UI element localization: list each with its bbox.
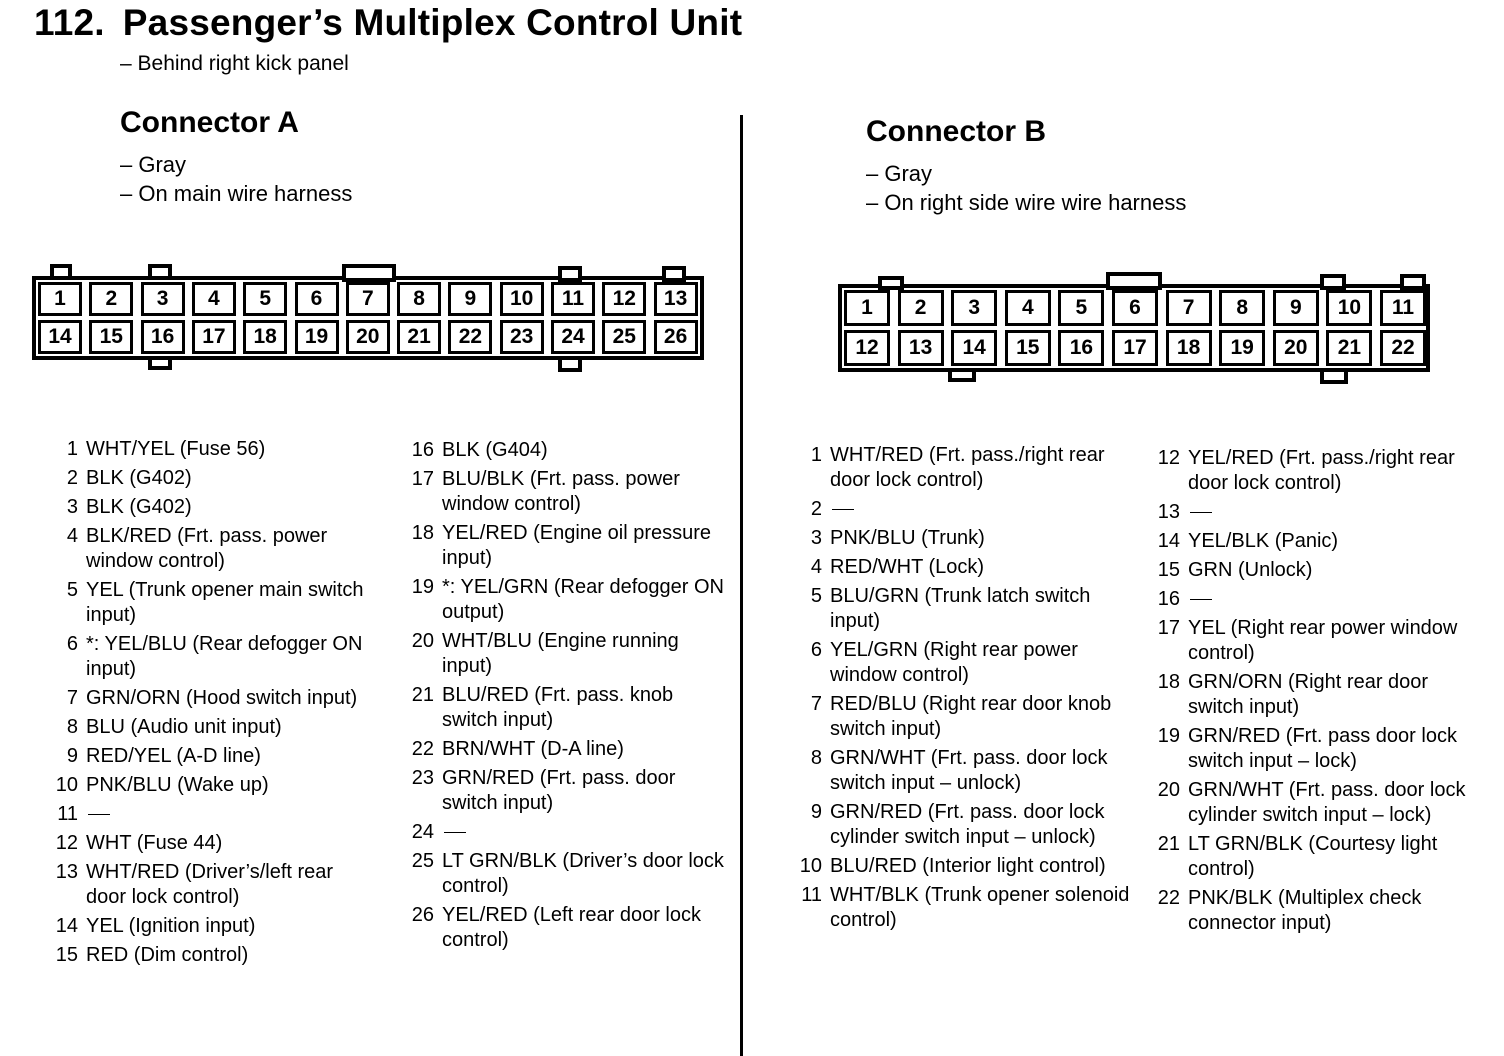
pin-entry xyxy=(792,555,1132,580)
connector-a-heading: Connector A xyxy=(120,106,299,139)
pin-number: 9 xyxy=(66,745,78,767)
pin-entry xyxy=(1150,558,1470,583)
connector-b-pin: 18 xyxy=(1166,330,1212,366)
pin-number: 4 xyxy=(810,556,822,578)
pin-entry xyxy=(1150,778,1470,828)
connector-b-pin: 12 xyxy=(844,330,890,366)
pin-number: 23 xyxy=(411,767,434,789)
pin-entry xyxy=(404,903,734,953)
pin-description: WHT/BLU (Engine running input) xyxy=(442,630,679,677)
connector-a-pin: 13 xyxy=(654,282,698,316)
connector-b-pin: 17 xyxy=(1112,330,1158,366)
pin-number: 22 xyxy=(1157,887,1180,909)
pin-entry xyxy=(404,467,734,517)
pin-description: *: YEL/BLU (Rear defogger ON input) xyxy=(86,633,363,680)
connector-a-color: – Gray xyxy=(120,152,187,177)
pin-entry xyxy=(792,883,1132,933)
connector-a-pin: 1 xyxy=(38,282,82,316)
pin-entry xyxy=(48,914,378,939)
pin-number: 25 xyxy=(411,850,434,872)
pin-entry xyxy=(1150,500,1470,525)
pin-description: BLU (Audio unit input) xyxy=(86,716,282,738)
connector-b-harness: – On right side wire wire harness xyxy=(866,190,1187,215)
connector-b-key-bottom xyxy=(1320,368,1348,384)
pin-description: GRN/ORN (Right rear door switch input) xyxy=(1188,671,1429,718)
pin-number: 10 xyxy=(55,774,78,796)
pin-number: 18 xyxy=(411,522,434,544)
connector-b-key-top-left xyxy=(878,276,904,290)
pin-description: YEL (Trunk opener main switch input) xyxy=(86,579,364,626)
connector-b-pin: 8 xyxy=(1219,290,1265,326)
pin-entry xyxy=(792,638,1132,688)
pin-entry xyxy=(48,632,378,682)
unused-pin-dash xyxy=(1190,512,1212,513)
pin-entry xyxy=(792,443,1132,493)
pin-number: 6 xyxy=(810,639,822,661)
connector-a-pin: 11 xyxy=(551,282,595,316)
pin-description: YEL/GRN (Right rear power window control) xyxy=(830,639,1078,686)
connector-b-pin: 13 xyxy=(898,330,944,366)
pin-description: YEL/RED (Engine oil pressure input) xyxy=(442,522,712,569)
connector-b-pin: 6 xyxy=(1112,290,1158,326)
connector-a-pin: 16 xyxy=(141,320,185,354)
connector-b-pin: 16 xyxy=(1058,330,1104,366)
pin-description: WHT/BLK (Trunk opener solenoid control) xyxy=(830,884,1130,931)
pin-description: WHT/RED (Driver’s/left rear door lock control) xyxy=(86,861,334,908)
pin-entry xyxy=(48,773,378,798)
unused-pin-dash xyxy=(88,814,110,815)
pin-description: YEL/RED (Frt. pass./right rear door lock control) xyxy=(1188,447,1455,494)
pin-description: BLU/RED (Frt. pass. knob switch input) xyxy=(442,684,674,731)
connector-a-pin: 6 xyxy=(295,282,339,316)
pin-description: BLU/BLK (Frt. pass. power window control) xyxy=(442,468,680,515)
connector-a-pin: 12 xyxy=(602,282,646,316)
unused-pin-dash xyxy=(832,509,854,510)
pin-entry xyxy=(48,578,378,628)
pin-entry xyxy=(48,466,378,491)
connector-b-pin: 9 xyxy=(1273,290,1319,326)
pin-number: 21 xyxy=(1157,833,1180,855)
connector-b-pin: 14 xyxy=(951,330,997,366)
pin-description: YEL/BLK (Panic) xyxy=(1188,530,1339,552)
connector-a-pin: 24 xyxy=(551,320,595,354)
connector-a-pin: 23 xyxy=(500,320,544,354)
pin-entry xyxy=(792,692,1132,742)
pin-description: BLK/RED (Frt. pass. power window control) xyxy=(86,525,328,572)
pin-entry xyxy=(404,438,734,463)
pin-entry xyxy=(404,575,734,625)
pin-description: YEL/RED (Left rear door lock control) xyxy=(442,904,701,951)
pin-number: 8 xyxy=(810,747,822,769)
pin-number: 15 xyxy=(55,944,78,966)
pin-number: 1 xyxy=(810,444,822,466)
pin-entry xyxy=(792,854,1132,879)
connector-b-key-top xyxy=(1320,274,1346,290)
pin-number: 7 xyxy=(810,693,822,715)
connector-b-pin: 1 xyxy=(844,290,890,326)
pin-number: 16 xyxy=(1157,588,1180,610)
pin-number: 13 xyxy=(55,861,78,883)
pin-description: RED (Dim control) xyxy=(86,944,249,966)
connector-a-pin: 2 xyxy=(89,282,133,316)
pin-entry xyxy=(404,683,734,733)
pin-entry xyxy=(48,802,378,827)
pin-entry xyxy=(1150,446,1470,496)
pin-number: 11 xyxy=(801,884,822,906)
connector-b-pin: 5 xyxy=(1058,290,1104,326)
connector-b-pin: 22 xyxy=(1380,330,1426,366)
pin-entry xyxy=(404,521,734,571)
pin-entry xyxy=(404,629,734,679)
connector-b-pin: 20 xyxy=(1273,330,1319,366)
connector-a-pin: 25 xyxy=(602,320,646,354)
connector-a-pin-list-1 xyxy=(48,437,378,972)
pin-number: 26 xyxy=(411,904,434,926)
connector-a-key-top xyxy=(558,266,582,282)
pin-number: 7 xyxy=(66,687,78,709)
unit-location: – Behind right kick panel xyxy=(120,52,349,75)
pin-description: GRN/RED (Frt. pass. door lock cylinder switch input – unlock) xyxy=(830,801,1105,848)
pin-number: 12 xyxy=(1157,447,1180,469)
connector-b-latch xyxy=(1106,272,1162,290)
pin-number: 2 xyxy=(66,467,78,489)
pin-description: WHT/YEL (Fuse 56) xyxy=(86,438,266,460)
pin-number: 24 xyxy=(411,821,434,843)
connector-a-pin: 18 xyxy=(243,320,287,354)
connector-a-pin: 15 xyxy=(89,320,133,354)
pin-description: GRN/WHT (Frt. pass. door lock switch input – unlock) xyxy=(830,747,1108,794)
connector-b-pin: 21 xyxy=(1326,330,1372,366)
connector-b-pin: 2 xyxy=(898,290,944,326)
connector-b-pin: 11 xyxy=(1380,290,1426,326)
pin-description: LT GRN/BLK (Driver’s door lock control) xyxy=(442,850,724,897)
unused-pin-dash xyxy=(1190,599,1212,600)
section-number: 112. xyxy=(34,2,105,43)
pin-number: 20 xyxy=(1157,779,1180,801)
connector-b-pin: 7 xyxy=(1166,290,1212,326)
pin-description: PNK/BLU (Trunk) xyxy=(830,527,985,549)
pin-entry xyxy=(792,800,1132,850)
connector-a-key-bottom xyxy=(148,356,172,370)
connector-b-key-top-right xyxy=(1400,274,1426,290)
pin-number: 10 xyxy=(799,855,822,877)
page-title xyxy=(34,2,742,44)
pin-entry xyxy=(1150,724,1470,774)
pin-description: PNK/BLU (Wake up) xyxy=(86,774,269,796)
connector-a-pin: 26 xyxy=(654,320,698,354)
unused-pin-dash xyxy=(444,832,466,833)
connector-a-pin: 20 xyxy=(346,320,390,354)
pin-number: 4 xyxy=(66,525,78,547)
pin-number: 1 xyxy=(66,438,78,460)
connector-b-color: – Gray xyxy=(866,161,933,186)
pin-entry xyxy=(48,437,378,462)
pin-description: GRN/RED (Frt. pass. door switch input) xyxy=(442,767,676,814)
pin-entry xyxy=(48,943,378,968)
pin-description: WHT (Fuse 44) xyxy=(86,832,223,854)
pin-description: WHT/RED (Frt. pass./right rear door lock control) xyxy=(830,444,1105,491)
connector-b-pin: 4 xyxy=(1005,290,1051,326)
pin-number: 9 xyxy=(810,801,822,823)
connector-a-pin-list-2 xyxy=(404,438,734,957)
pin-description: RED/WHT (Lock) xyxy=(830,556,985,578)
pin-number: 8 xyxy=(66,716,78,738)
pin-number: 11 xyxy=(57,803,78,825)
pin-number: 3 xyxy=(810,527,822,549)
connector-b-pin-list-2 xyxy=(1150,446,1470,940)
pin-number: 19 xyxy=(1157,725,1180,747)
connector-a-key-top-left xyxy=(50,264,72,280)
pin-number: 13 xyxy=(1157,501,1180,523)
connector-a-pin: 19 xyxy=(295,320,339,354)
pin-entry xyxy=(404,766,734,816)
pin-number: 18 xyxy=(1157,671,1180,693)
pin-entry xyxy=(404,849,734,899)
pin-entry xyxy=(1150,670,1470,720)
pin-description: LT GRN/BLK (Courtesy light control) xyxy=(1188,833,1438,880)
pin-description: BLU/RED (Interior light control) xyxy=(830,855,1106,877)
pin-entry xyxy=(792,497,1132,522)
section-title: Passenger’s Multiplex Control Unit xyxy=(122,2,743,43)
pin-number: 17 xyxy=(1157,617,1180,639)
pin-number: 14 xyxy=(55,915,78,937)
pin-description: PNK/BLK (Multiplex check connector input) xyxy=(1188,887,1422,934)
pin-number: 6 xyxy=(66,633,78,655)
pin-number: 2 xyxy=(810,498,822,520)
pin-description: GRN/ORN (Hood switch input) xyxy=(86,687,358,709)
connector-a-key-top-right xyxy=(662,266,686,282)
connector-a-pin: 17 xyxy=(192,320,236,354)
pin-description: GRN/WHT (Frt. pass. door lock cylinder switch input – lock) xyxy=(1188,779,1466,826)
pin-entry xyxy=(1150,587,1470,612)
pin-description: RED/BLU (Right rear door knob switch input) xyxy=(830,693,1112,740)
pin-entry xyxy=(1150,886,1470,936)
pin-number: 19 xyxy=(411,576,434,598)
pin-description: *: YEL/GRN (Rear defogger ON output) xyxy=(442,576,724,623)
connector-a-pin: 5 xyxy=(243,282,287,316)
connector-a-pin: 21 xyxy=(397,320,441,354)
pin-number: 17 xyxy=(411,468,434,490)
pin-description: GRN (Unlock) xyxy=(1188,559,1313,581)
connector-b-pin-list-1 xyxy=(792,443,1132,937)
pin-number: 5 xyxy=(66,579,78,601)
pin-number: 22 xyxy=(411,738,434,760)
pin-number: 12 xyxy=(55,832,78,854)
column-divider xyxy=(740,115,743,1056)
pin-entry xyxy=(792,746,1132,796)
pin-entry xyxy=(792,526,1132,551)
connector-b-pin: 15 xyxy=(1005,330,1051,366)
pin-entry xyxy=(1150,529,1470,554)
connector-a-key-top xyxy=(148,264,172,280)
pin-entry xyxy=(1150,832,1470,882)
connector-b-pin: 19 xyxy=(1219,330,1265,366)
pin-description: BLK (G404) xyxy=(442,439,548,461)
connector-a-pin: 22 xyxy=(448,320,492,354)
pin-description: YEL (Right rear power window control) xyxy=(1188,617,1458,664)
pin-description: BLK (G402) xyxy=(86,467,192,489)
pin-number: 3 xyxy=(66,496,78,518)
pin-description: BRN/WHT (D-A line) xyxy=(442,738,624,760)
pin-number: 16 xyxy=(411,439,434,461)
connector-a-pin: 3 xyxy=(141,282,185,316)
pin-entry xyxy=(48,686,378,711)
connector-b-pin: 3 xyxy=(951,290,997,326)
pin-entry xyxy=(404,737,734,762)
pin-entry xyxy=(1150,616,1470,666)
pin-entry xyxy=(792,584,1132,634)
pin-entry xyxy=(48,744,378,769)
pin-number: 21 xyxy=(411,684,434,706)
connector-b-pin: 10 xyxy=(1326,290,1372,326)
pin-entry xyxy=(48,831,378,856)
connector-a-pin: 4 xyxy=(192,282,236,316)
connector-b-heading: Connector B xyxy=(866,115,1046,148)
pin-entry xyxy=(48,495,378,520)
pin-description: RED/YEL (A-D line) xyxy=(86,745,261,767)
connector-b-key-bottom xyxy=(948,368,976,382)
connector-b-diagram xyxy=(834,270,1434,390)
pin-entry xyxy=(48,524,378,574)
pin-description: BLK (G402) xyxy=(86,496,192,518)
pin-entry xyxy=(48,860,378,910)
connector-a-key-bottom xyxy=(558,356,582,372)
pin-description: GRN/RED (Frt. pass door lock switch input – lock) xyxy=(1188,725,1457,772)
connector-a-latch xyxy=(342,264,396,282)
connector-a-pin: 10 xyxy=(500,282,544,316)
pin-entry xyxy=(404,820,734,845)
pin-number: 20 xyxy=(411,630,434,652)
pin-entry xyxy=(48,715,378,740)
connector-a-pin: 8 xyxy=(397,282,441,316)
pin-number: 15 xyxy=(1157,559,1180,581)
pin-description: BLU/GRN (Trunk latch switch input) xyxy=(830,585,1091,632)
connector-a-pin: 14 xyxy=(38,320,82,354)
connector-a-pin: 7 xyxy=(346,282,390,316)
connector-a-diagram xyxy=(28,262,708,374)
pin-number: 5 xyxy=(810,585,822,607)
connector-a-pin: 9 xyxy=(448,282,492,316)
pin-description: YEL (Ignition input) xyxy=(86,915,256,937)
pin-number: 14 xyxy=(1157,530,1180,552)
connector-a-harness: – On main wire harness xyxy=(120,181,353,206)
